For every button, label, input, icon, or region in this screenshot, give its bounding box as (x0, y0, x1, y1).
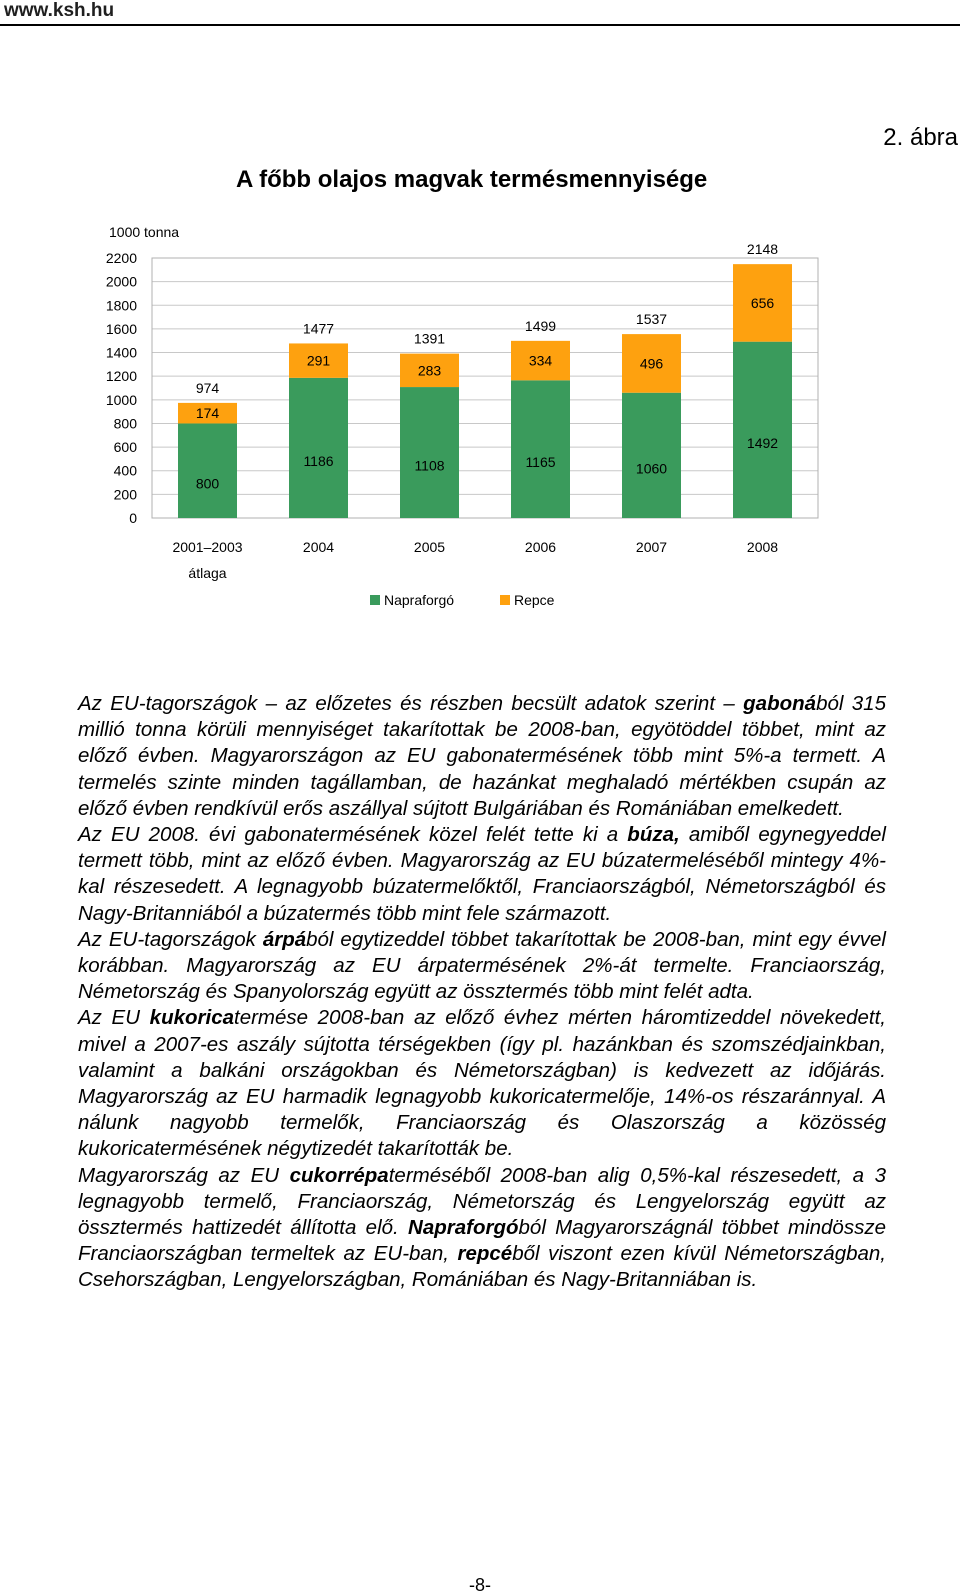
paragraph-maize: Az EU kukoricatermése 2008-ban az előző évhez mérten háromtizeddel növekedett, mivel a 2007-es aszály sújtotta térségekben (így pl. hazánkban és szomszédjainkban, valamint a balkáni országokban és Németországban) is kedvezett az időjárás. Magyarország az EU harmadik legnagyobb kukoricatermelője, 14%-os részaránnyal. A nálunk nagyobb termelők, Franciaország és Olaszország a közösség kukoricatermésének négytizedét takarították be. (78, 1006, 887, 1161)
y-tick-label: 1000 (105, 391, 137, 408)
data-label-napraforgo: 1165 (525, 454, 556, 471)
paragraph-wheat: Az EU 2008. évi gabonatermésének közel felét tette ki a búza, amiből egynegyeddel termett több, mint az előző évben. Magyarország az EU búzatermeléséből mintegy 4%-kal részesedett. A legnagyobb búzatermelőktől, Franciaországból, Németországból és Nagy-Britanniából a búzatermés több mint fele származott. (78, 823, 886, 925)
body-text (78, 691, 886, 1294)
data-label-total: 1499 (524, 317, 557, 334)
paragraph-grain: Az EU-tagországok – az előzetes és részben becsült adatok szerint – gabonából 315 millió tonna körüli mennyiséget takarítottak be 2008-ban, egyötöddel többet, mint az előző évben. Magyarországon az EU gabonatermésének több mint 5%-a termett. A termelés szinte minden tagállamban, de hazánkat meghaladó mértékben csupán az előző évben rendkívül erős aszállyal sújtott Bulgáriában és Romániában emelkedett. (78, 692, 886, 820)
chart-title: A főbb olajos magvak termésmennyisége (236, 166, 708, 193)
x-tick-label: 2005 (413, 539, 446, 555)
header-url[interactable]: www.ksh.hu (4, 0, 115, 21)
y-tick-label: 2000 (105, 273, 137, 290)
x-tick-label: 2007 (635, 539, 668, 555)
data-label-napraforgo: 1492 (746, 434, 779, 451)
bar-napraforgo (400, 387, 459, 518)
data-label-repce: 291 (306, 352, 331, 369)
legend-label-repce: Repce (514, 592, 555, 608)
plot-frame (152, 258, 818, 518)
data-label-total: 974 (195, 379, 220, 396)
bar-napraforgo (178, 423, 237, 518)
y-axis-label: 1000 tonna (109, 224, 180, 240)
y-tick-label: 1400 (105, 344, 137, 361)
legend-swatch-repce (500, 595, 510, 605)
data-label-total: 1391 (413, 330, 446, 347)
data-label-total: 1477 (302, 320, 335, 337)
data-label-total: 1537 (635, 311, 668, 328)
paragraph-barley: Az EU-tagországok árpából egytizeddel többet takarítottak be 2008-ban, mint egy évvel korábban. Magyarország az EU árpatermésének 2%-át termelte. Franciaország, Németország és Spanyolország együtt az össztermés több mint felét adta. (78, 927, 886, 1004)
bar-napraforgo (622, 393, 681, 518)
x-tick-label: átlaga (188, 565, 227, 581)
page-number: -8- (469, 1575, 491, 1595)
data-label-repce: 283 (417, 362, 442, 379)
paragraph-sugarbeet-oilseed: Magyarország az EU cukorrépaterméséből 2008-ban alig 0,5%-kal részesedett, a 3 legnagyobb termelő, Franciaország, Németország és Lengyelország együtt az össztermés hattizedét állította elő. Napraforgóból Magyarországnál többet mindössze Franciaországban termeltek az EU-ban, repcéből viszont ezen kívül Németországban, Csehországban, Lengyelországban, Romániában és Nagy-Britanniában is. (78, 1163, 887, 1292)
x-tick-label: 2008 (746, 539, 779, 555)
legend-swatch-napraforgo (370, 595, 380, 605)
data-label-napraforgo: 1060 (635, 460, 668, 477)
y-tick-label: 1800 (105, 297, 137, 314)
y-tick-label: 1200 (105, 368, 137, 385)
data-label-napraforgo: 800 (195, 475, 220, 492)
y-tick-label: 400 (113, 462, 137, 479)
figure-label: 2. ábra (883, 124, 958, 151)
data-label-napraforgo: 1108 (414, 457, 445, 474)
y-tick-label: 800 (113, 415, 137, 432)
data-label-repce: 496 (639, 355, 664, 372)
y-tick-label: 200 (113, 486, 137, 503)
data-label-napraforgo: 1186 (303, 452, 334, 469)
y-tick-label: 0 (129, 510, 137, 526)
bar-napraforgo (289, 378, 348, 518)
header-rule (0, 24, 960, 26)
data-label-repce: 656 (750, 294, 775, 311)
y-tick-label: 600 (113, 439, 137, 456)
bar-napraforgo (733, 342, 792, 518)
data-label-repce: 174 (195, 405, 220, 422)
data-label-repce: 334 (528, 352, 553, 369)
x-tick-label: 2006 (524, 539, 557, 555)
x-tick-label: 2004 (302, 539, 335, 555)
bar-napraforgo (511, 380, 570, 518)
data-label-total: 2148 (746, 241, 779, 258)
legend-label-napraforgo: Napraforgó (384, 592, 455, 608)
y-tick-label: 2200 (105, 250, 137, 266)
y-tick-label: 1600 (105, 320, 137, 337)
x-tick-label: 2001–2003 (172, 539, 243, 555)
bar-chart (0, 220, 960, 620)
